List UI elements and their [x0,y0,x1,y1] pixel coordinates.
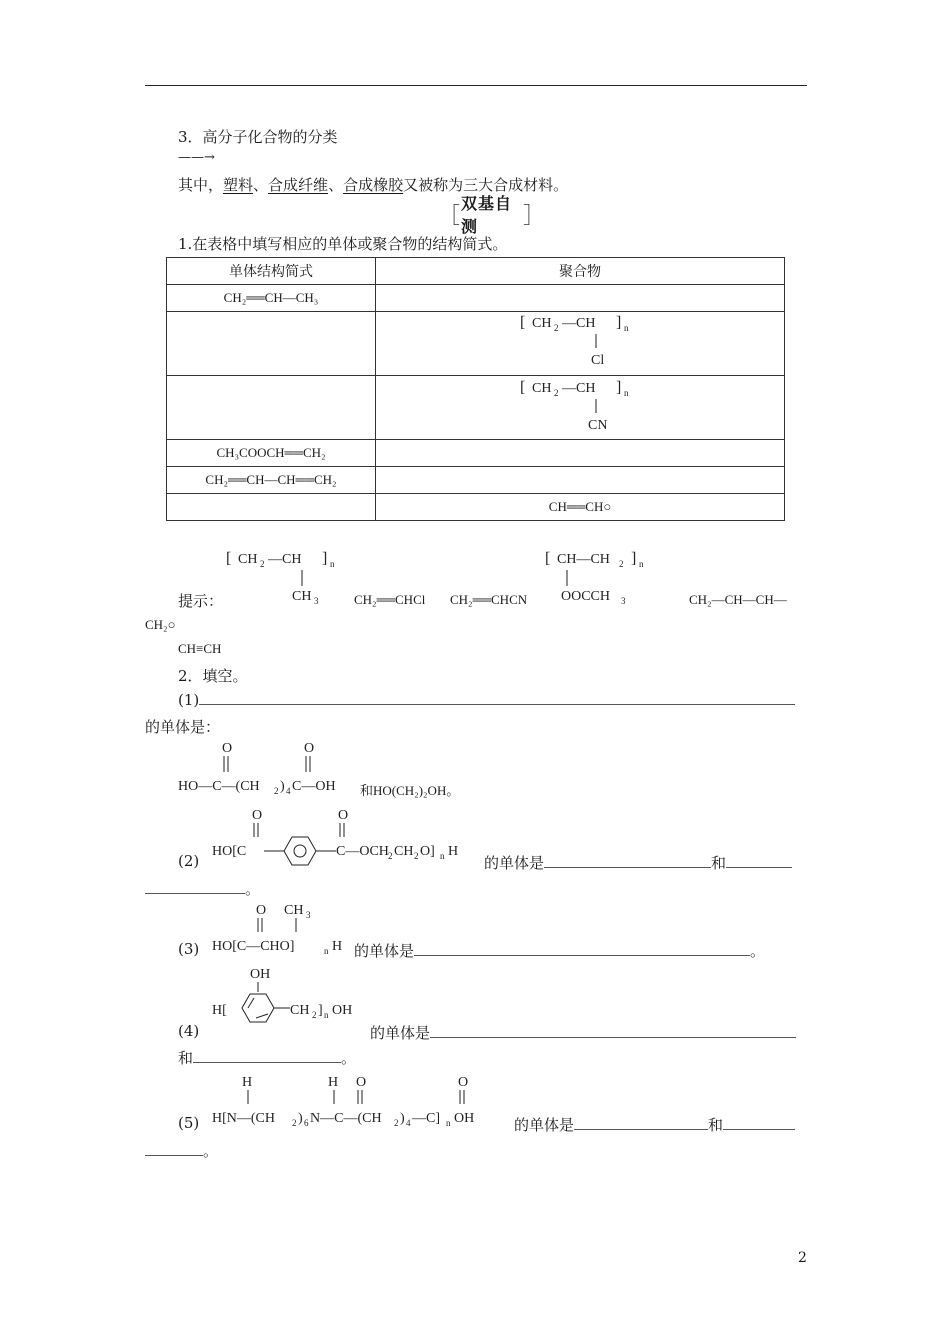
svg-text:CH: CH [394,844,414,859]
sep-2: 、 [328,176,344,194]
svg-text:HO—C—(CH: HO—C—(CH [178,779,260,794]
svg-text:O: O [252,808,263,823]
svg-text:]: ] [616,314,622,331]
monomer-cell: CH₂══CH—CH₃ [167,285,376,312]
svg-text:n: n [639,559,644,569]
svg-text:2: 2 [394,1118,399,1128]
table-row [167,440,785,467]
polymer-cell: CH══CH○ [376,494,785,521]
and-word: 和 [178,1049,194,1067]
end-mark: 。 [203,1142,219,1160]
svg-text:O: O [338,808,349,823]
and-word: 和 [708,1116,724,1134]
svg-text:2: 2 [554,323,559,333]
term-fibers: 合成纤维 [268,176,329,194]
term-rubber: 合成橡胶 [343,176,404,194]
q2-part3 [178,940,199,958]
svg-text:OH: OH [454,1111,475,1126]
monomer-polymer-table [166,257,785,521]
svg-text:C—OCH: C—OCH [336,844,389,859]
sentence-prefix: 其中， [178,176,224,194]
badge-bracket-right: ］ [522,203,546,229]
part-number: (5) [178,1114,200,1132]
polymer-cell [376,467,785,494]
badge-bracket-left: ［ [438,203,462,229]
svg-text:n: n [624,388,629,398]
svg-text:O: O [356,1075,367,1090]
end-mark: 。 [245,880,261,898]
q2-part2-cont [145,878,260,899]
svg-text:H[: H[ [212,1003,227,1018]
answer-blank[interactable] [193,1048,341,1063]
answer-blank[interactable] [430,1023,796,1038]
q2-part2 [178,852,199,870]
q2-part5 [178,1114,199,1132]
svg-text:CH—CH: CH—CH [557,552,610,567]
badge-text: 双基自测 [461,194,513,236]
svg-text:]: ] [318,1003,323,1018]
svg-text:N—C—(CH: N—C—(CH [310,1111,382,1126]
svg-text:2: 2 [292,1118,297,1128]
answer-blank[interactable] [145,1141,203,1156]
answer-blank[interactable] [574,1115,708,1130]
svg-text:OH: OH [332,1003,353,1018]
term-plastics: 塑料 [223,176,254,194]
part-number: (2) [178,852,200,870]
svg-text:2: 2 [414,851,419,861]
pan-structure [520,375,650,435]
svg-text:CH: CH [284,903,304,918]
svg-text:2: 2 [619,559,624,569]
table-row [167,312,785,376]
svg-text:n: n [324,946,329,956]
svg-text:O]: O] [420,844,435,859]
svg-text:n: n [446,1118,451,1128]
svg-text:[: [ [520,314,526,331]
table-row [167,494,785,521]
sep-1: 、 [253,176,269,194]
svg-text:C—OH: C—OH [292,779,336,794]
monomer-cell: CH₂══CH—CH══CH₂ [167,467,376,494]
q2-part2-text [484,852,792,873]
q2-part5-text [514,1114,795,1135]
svg-text:O: O [304,741,315,756]
q2-part4 [178,1022,199,1040]
svg-text:2: 2 [260,559,265,569]
phenolic-resin-structure [212,962,382,1036]
part-number: (4) [178,1022,200,1040]
svg-text:4: 4 [286,786,291,796]
table-header-row [167,258,785,285]
table-row [167,467,785,494]
svg-text:Cl: Cl [591,353,605,368]
svg-text:3: 3 [306,910,311,920]
svg-text:H[N—(CH: H[N—(CH [212,1111,275,1126]
monomer-cell [167,494,376,521]
end-mark: 。 [750,942,766,960]
part2-label: 的单体是 [484,854,545,872]
part1-answer-label: 的单体是： [145,718,221,736]
answer-blank[interactable] [199,690,795,705]
svg-text:n: n [330,559,335,569]
table-row [167,285,785,312]
part1-answer-tail: 和HO(CH₂)₂OH。 [360,783,460,798]
svg-text:CH: CH [292,589,312,604]
svg-text:2: 2 [388,851,393,861]
hint-label: 提示： [178,592,224,610]
nylon66-structure [212,1070,522,1134]
svg-text:CH: CH [290,1003,310,1018]
svg-text:H: H [242,1075,253,1090]
pet-structure [212,805,492,875]
q2-part3-text [354,940,765,961]
answer-blank[interactable] [723,1115,795,1130]
header-rule [145,85,807,86]
svg-text:CN: CN [588,418,608,433]
q2-part4-cont [178,1047,356,1068]
section-badge [438,194,546,236]
sentence-suffix: 又被称为三大合成材料。 [403,176,569,194]
svg-text:[: [ [545,550,551,567]
hint-answer-2: CH₂══CHCN [450,592,528,607]
svg-text:HO[C—CHO]: HO[C—CHO] [212,939,295,954]
polymer-cell [376,440,785,467]
answer-blank[interactable] [544,853,711,868]
polypropylene-structure [226,546,356,606]
svg-text:—C]: —C] [412,1111,440,1126]
svg-text:O: O [222,741,233,756]
svg-text:H: H [332,939,343,954]
hint-answer-3-cont: CH₂○ [145,617,176,632]
page-number: 2 [798,1250,807,1266]
part5-label: 的单体是 [514,1116,575,1134]
svg-text:]: ] [616,379,622,396]
hint-answer-3: CH₂—CH—CH— [689,592,787,607]
svg-text:): ) [400,1111,405,1126]
monomer-cell [167,376,376,440]
pvc-structure [520,310,650,370]
svg-text:3: 3 [314,596,319,606]
end-mark: 。 [341,1049,357,1067]
svg-text:]: ] [322,550,328,567]
svg-text:CH: CH [532,316,552,331]
hint-answer-1: CH₂══CHCl [354,592,426,607]
q2-part1 [178,690,795,709]
svg-text:CH: CH [238,552,258,567]
part-number: (1) [178,691,200,709]
svg-text:—CH: —CH [562,316,596,331]
answer-blank[interactable] [414,941,750,956]
svg-text:H: H [328,1075,339,1090]
polymer-cell [376,285,785,312]
svg-text:): ) [280,779,285,794]
svg-text:n: n [624,323,629,333]
and-word: 和 [711,854,727,872]
svg-text:]: ] [631,550,637,567]
q2-prompt: 2．填空。 [178,667,248,685]
svg-text:3: 3 [621,596,626,606]
classification-arrow: ——→ [178,150,215,165]
svg-text:2: 2 [312,1010,317,1020]
svg-text:CH: CH [532,381,552,396]
svg-text:O: O [256,903,267,918]
answer-blank[interactable] [726,853,792,868]
pvac-structure [545,546,675,606]
part4-label: 的单体是 [370,1024,431,1042]
svg-text:n: n [440,851,445,861]
svg-text:6: 6 [304,1118,309,1128]
svg-text:O: O [458,1075,469,1090]
svg-text:HO[C: HO[C [212,844,247,859]
svg-text:n: n [324,1010,329,1020]
part3-label: 的单体是 [354,942,415,960]
q2-part5-cont [145,1140,218,1161]
adipic-acid-structure [178,738,368,798]
part-number: (3) [178,940,200,958]
svg-text:[: [ [520,379,526,396]
svg-text:OOCCH: OOCCH [561,589,611,604]
q2-part4-text [370,1022,796,1043]
answer-blank[interactable] [145,879,245,894]
svg-text:2: 2 [554,388,559,398]
header-monomer: 单体结构简式 [167,258,376,285]
q1-prompt: 1.在表格中填写相应的单体或聚合物的结构简式。 [178,235,508,253]
svg-text:[: [ [226,550,232,567]
monomer-cell: CH₃COOCH══CH₂ [167,440,376,467]
svg-text:—CH: —CH [268,552,302,567]
svg-text:2: 2 [274,786,279,796]
svg-text:): ) [298,1111,303,1126]
svg-text:OH: OH [250,967,271,982]
table-row [167,376,785,440]
header-polymer: 聚合物 [376,258,785,285]
svg-text:4: 4 [406,1118,411,1128]
svg-text:—CH: —CH [562,381,596,396]
svg-text:H: H [448,844,459,859]
section-heading: 3．高分子化合物的分类 [178,128,338,146]
hint-answer-4: CH≡CH [178,641,222,656]
monomer-cell [167,312,376,376]
